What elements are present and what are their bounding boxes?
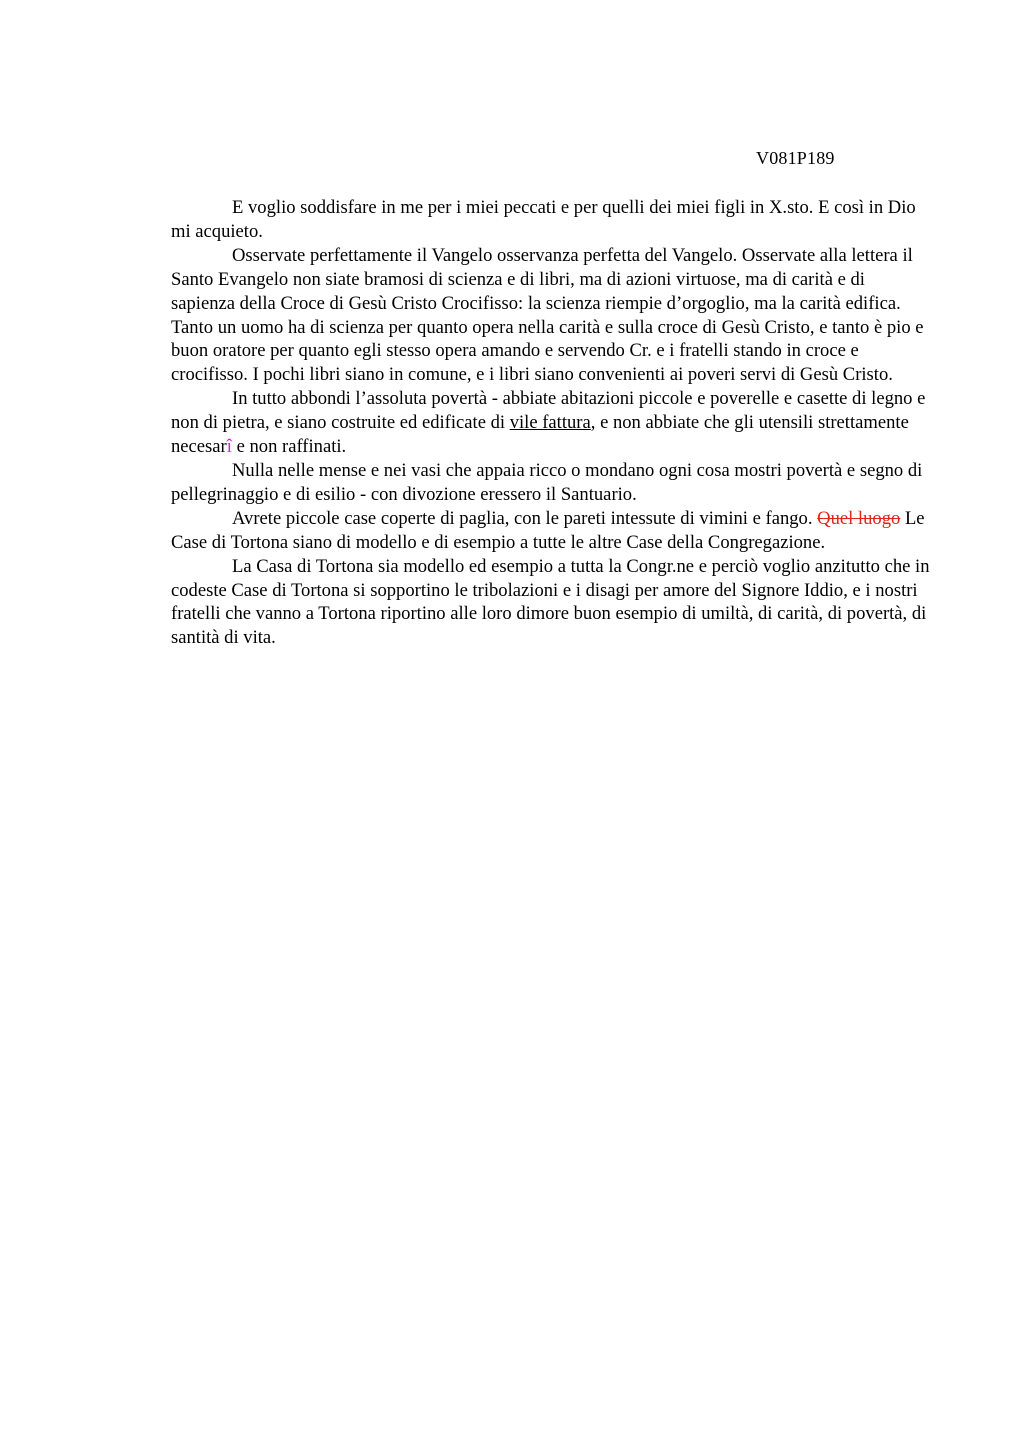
paragraph-2 [171, 244, 931, 387]
document-body [171, 196, 931, 650]
page-code: V081P189 [756, 148, 835, 168]
paragraph-3-text-end: e non raffinati. [231, 436, 347, 458]
paragraph-6 [171, 555, 931, 651]
revision-mark: î [226, 436, 232, 458]
underlined-phrase: vile fattura [509, 412, 591, 434]
paragraph-3-text-start: In tutto abbondi l’assoluta povertà - abbiate abitazioni piccole e poverelle e casette di legno e non di pietra, e siano costruite ed edificate di [171, 388, 926, 434]
paragraph-6-text: La Casa di Tortona sia modello ed esempio a tutta la Congr.ne e perciò voglio anzitutto che in codeste Case di Tortona si sopportino le tribolazioni e i disagi per amore del Signore Iddio, e i nostri fratelli che vanno a Tortona riportino alle loro dimore buon esempio di umiltà, di carità, di povertà, di santità di vita. [171, 555, 930, 649]
paragraph-2-text: Osservate perfettamente il Vangelo osservanza perfetta del Vangelo. Osservate alla lettera il Santo Evangelo non siate bramosi di scienza e di libri, ma di azioni virtuose, ma di carità e di sapienza della Croce di Gesù Cristo Crocifisso: la scienza riempie d’orgoglio, ma la carità edifica. Tanto un uomo ha di scienza per quanto opera nella carità e sulla croce di Gesù Cristo, e tanto è pio e buon oratore per quanto egli stesso opera amando e servendo Cr. e i fratelli stando in croce e crocifisso. I pochi libri siano in comune, e i libri siano convenienti ai poveri servi di Gesù Cristo. [171, 244, 924, 386]
paragraph-5-text-end: Le Case di Tortona siano di modello e di esempio a tutte le altre Case della Congregazione. [171, 507, 925, 553]
paragraph-5 [171, 507, 931, 555]
paragraph-5-text-start: Avrete piccole case coperte di paglia, con le pareti intessute di vimini e fango. [232, 507, 818, 529]
deleted-phrase: Quel luogo [817, 507, 901, 529]
paragraph-4-text: Nulla nelle mense e nei vasi che appaia ricco o mondano ogni cosa mostri povertà e segno di pellegrinaggio e di esilio - con divozione eressero il Santuario. [171, 459, 923, 505]
paragraph-1-text: E voglio soddisfare in me per i miei peccati e per quelli dei miei figli in X.sto. E così in Dio mi acquieto. [171, 197, 916, 242]
paragraph-3-text-middle: , e non abbiate che gli utensili strettamente necesar [171, 412, 909, 458]
paragraph-3 [171, 387, 931, 459]
paragraph-1 [171, 196, 931, 244]
paragraph-4 [171, 459, 931, 507]
